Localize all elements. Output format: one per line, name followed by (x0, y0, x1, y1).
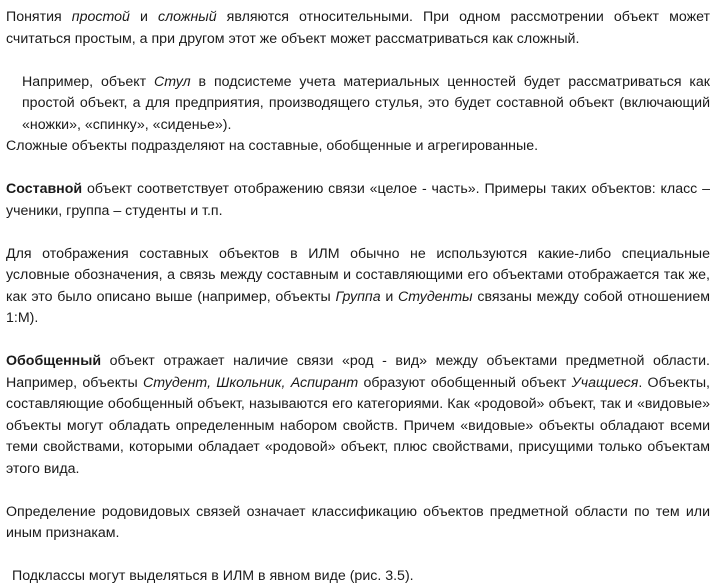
text-fragment: объект соответствует отображению связи «целое - часть». Примеры таких объектов: класс – ученики, группа – студенты и т.п. (6, 181, 710, 219)
paragraph-composite-object (6, 179, 710, 222)
paragraph-spacer (6, 222, 710, 244)
text-fragment: объект отражает наличие связи «род - вид» между объектами предметной области. Например, объекты (6, 353, 710, 391)
term-composite: Составной (6, 181, 83, 197)
term-examples: Студент, Школьник, Аспирант (143, 374, 359, 391)
paragraph-spacer (6, 158, 710, 180)
paragraph-spacer (6, 330, 710, 352)
text-fragment: . Объекты, составляющие обобщенный объект, называются его категориями. Как «родовой» объект, так и «видовые» объекты могут обладать определенным набором свойств. Причем «видовые» объекты обладают всеми теми свойствами, которыми обладает «родовой» объект, плюс свойствами, присущими только объектам этого вида. (6, 374, 710, 477)
term-generalized: Обобщенный (6, 353, 102, 369)
paragraph-complex-types: Сложные объекты подразделяют на составные, обобщенные и агрегированные. (6, 138, 539, 154)
paragraph-simple-complex (6, 7, 710, 50)
term-group: Группа (335, 288, 381, 305)
paragraph-chair-example (6, 72, 710, 137)
term-complex: сложный (158, 9, 217, 25)
text-fragment: Понятия (6, 9, 72, 25)
text-fragment: образуют обобщенный объект (358, 374, 572, 391)
paragraph-generalized-object (6, 351, 710, 480)
term-students: Студенты (397, 288, 473, 305)
document-page (6, 7, 710, 588)
paragraph-spacer (6, 545, 710, 567)
text-fragment: Для отображения составных объектов в ИЛМ обычно не используются какие-либо специальные условные обозначения, а связь между составным и составляющими его объектами отображается так же, как это было описано выше (например, объекты (6, 245, 710, 305)
text-fragment: Например, объект (22, 73, 154, 90)
text-fragment: и (380, 288, 398, 305)
text-fragment: в подсистеме учета материальных ценностей будет рассматриваться как простой объект, а для предприятия, производящего стулья, это будет составной объект (включающий «ножки», «спинку», «сиденье»). (22, 73, 710, 133)
term-simple: простой (71, 9, 130, 25)
paragraph-classification: Определение родовидовых связей означает классификацию объектов предметной области по тем или иным признакам. (6, 503, 710, 541)
text-fragment: и (129, 9, 159, 25)
paragraph-spacer (6, 50, 710, 72)
term-chair: Стул (154, 73, 191, 90)
paragraph-composite-display (6, 244, 710, 330)
paragraph-spacer (6, 480, 710, 502)
paragraph-subclasses: Подклассы могут выделяться в ИЛМ в явном виде (рис. 3.5). (12, 568, 414, 584)
text-fragment: являются относительными. При одном рассмотрении объект может считаться простым, а при другом этот же объект может рассматриваться как сложный. (6, 9, 711, 47)
term-learners: Учащиеся (571, 374, 639, 391)
text-fragment: связаны между собой отношением 1:М). (6, 288, 710, 326)
